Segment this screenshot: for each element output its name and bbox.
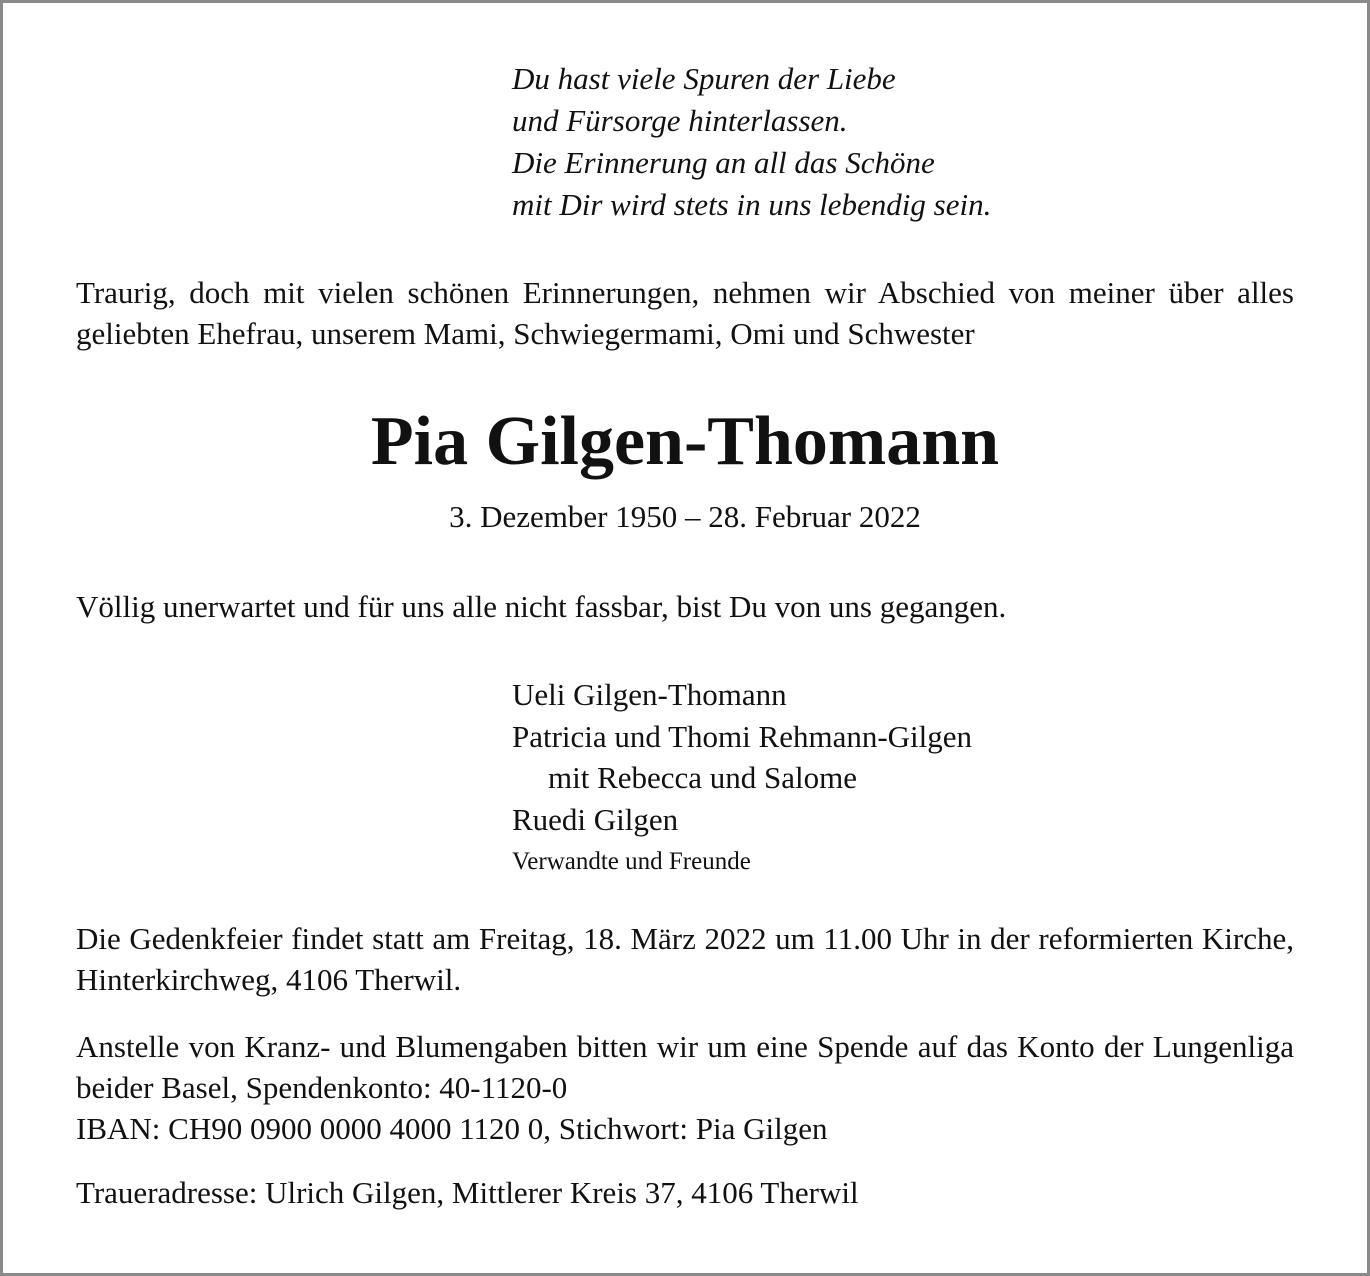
statement: Völlig unerwartet und für uns alle nicht fassbar, bist Du von uns gegangen. [76,589,1007,624]
deceased-name: Pia Gilgen-Thomann [370,403,1000,480]
life-dates: 3. Dezember 1950 – 28. Februar 2022 [449,499,921,534]
poem-line: Die Erinnerung an all das Schöne [512,145,935,180]
mourner: Ruedi Gilgen [512,801,679,837]
poem-line: mit Dir wird stets in uns lebendig sein. [512,187,992,222]
poem-line: und Fürsorge hinterlassen. [512,103,848,138]
mourning-address: Traueradresse: Ulrich Gilgen, Mittlerer Kreis 37, 4106 Therwil [76,1175,859,1210]
mourner: Patricia und Thomi Rehmann-Gilgen [512,718,973,754]
mourner-relatives: Verwandte und Freunde [512,848,751,875]
service-paragraph: Die Gedenkfeier findet statt am Freitag, 18. März 2022 um 11.00 Uhr in der reformierten Kirche, Hinterkirchweg, 4106 Therwil. [76,921,1294,997]
mourner: mit Rebecca und Salome [548,760,858,795]
poem [512,58,991,226]
donation-iban: IBAN: CH90 0900 0000 4000 1120 0, Stichwort: Pia Gilgen [76,1111,828,1146]
donation-text: Anstelle von Kranz- und Blumengaben bitten wir um eine Spende auf das Konto der Lungenliga beider Basel, Spendenkonto: 40-1120-0 [76,1029,1294,1105]
poem-line: Du hast viele Spuren der Liebe [512,61,896,96]
donation-paragraph [76,1026,1294,1149]
mourner: Ueli Gilgen-Thomann [512,677,787,712]
mourners-list [512,674,972,884]
intro-paragraph: Traurig, doch mit vielen schönen Erinnerungen, nehmen wir Abschied von meiner über alles geliebten Ehefrau, unserem Mami, Schwiegermami, Omi und Schwester [76,275,1294,351]
